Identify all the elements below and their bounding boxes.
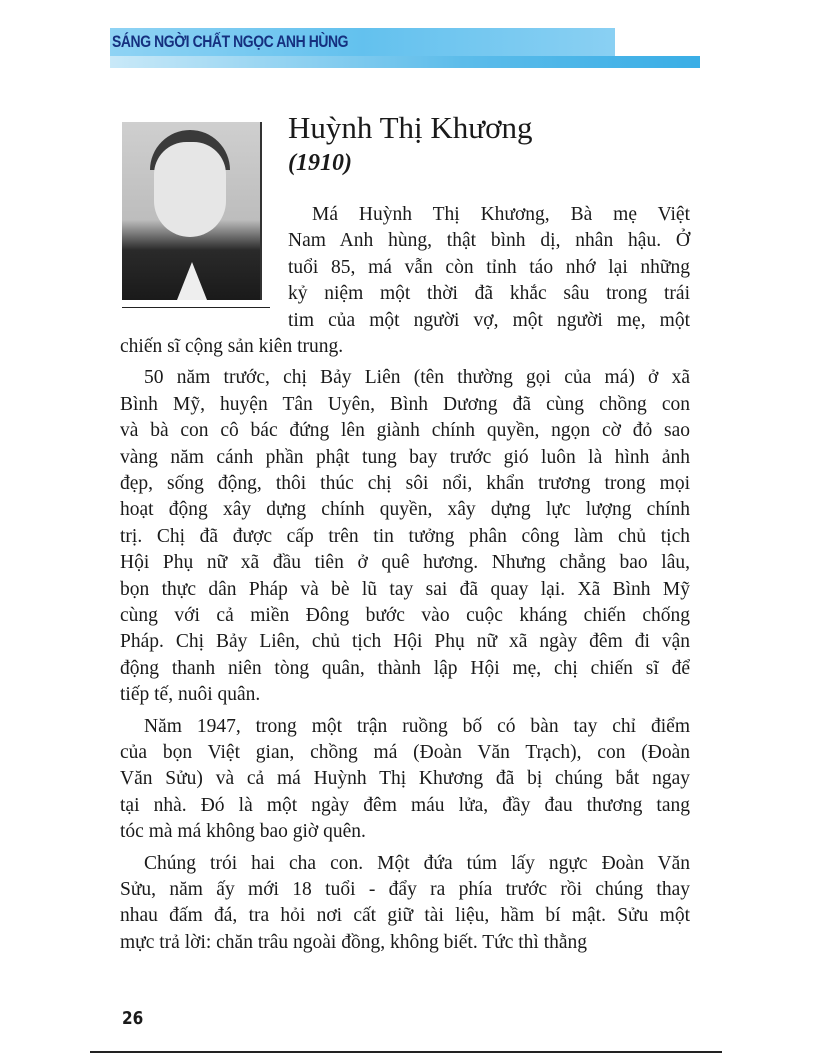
- paragraph-line: trị. Chị đã được cấp trên tin tưởng phân công làm chủ tịch: [120, 525, 690, 547]
- paragraph-line: bọn thực dân Pháp và bè lũ tay sai đã quay lại. Xã Bình Mỹ: [120, 578, 690, 600]
- article-years: (1910): [288, 150, 352, 176]
- section-title: SÁNG NGỜI CHẤT NGỌC ANH HÙNG: [112, 32, 349, 51]
- paragraph-line: Má Huỳnh Thị Khương, Bà mẹ Việt: [312, 204, 690, 225]
- paragraph-line: Năm 1947, trong một trận ruồng bố có bàn tay chỉ điểm: [144, 715, 690, 737]
- paragraph-line: Pháp. Chị Bảy Liên, chủ tịch Hội Phụ nữ xã ngày đêm đi vận: [120, 631, 690, 653]
- paragraph-line: mực trả lời: chăn trâu ngoài đồng, không biết. Tức thì thằng: [120, 931, 588, 953]
- paragraph-line: tim của một người vợ, một người mẹ, một: [288, 309, 690, 331]
- paragraph-line: Hội Phụ nữ xã đầu tiên ở quê hương. Nhưng chẳng bao lâu,: [120, 552, 690, 574]
- paragraph-line: Văn Sửu) và cả má Huỳnh Thị Khương đã bị chúng bắt ngay: [120, 768, 690, 790]
- paragraph-line: của bọn Việt gian, chồng má (Đoàn Văn Trạch), con (Đoàn: [120, 742, 690, 763]
- header-band-stripe: [110, 56, 700, 68]
- article-title: Huỳnh Thị Khương: [288, 110, 533, 145]
- paragraph-line: kỷ niệm một thời đã khắc sâu trong trái: [288, 283, 690, 305]
- paragraph-line: hoạt động xây dựng chính quyền, xây dựng lực lượng chính: [120, 499, 690, 521]
- paragraph-line: Chúng trói hai cha con. Một đứa túm lấy ngực Đoàn Văn: [144, 852, 690, 874]
- photo-rule: [122, 307, 270, 308]
- paragraph-line: Nam Anh hùng, thật bình dị, nhân hậu. Ở: [288, 230, 690, 252]
- paragraph-line: Bình Mỹ, huyện Tân Uyên, Bình Dương đã cùng chồng con: [120, 393, 690, 415]
- paragraph-line: nhau đấm đá, tra hỏi nơi cất giữ tài liệu, hầm bí mật. Sửu một: [120, 905, 690, 927]
- paragraph-line: tại nhà. Đó là một ngày đêm máu lửa, đầy đau thương tang: [120, 794, 690, 816]
- paragraph-line: vàng năm cánh phần phật tung bay trước gió luôn là hình ảnh: [120, 446, 690, 468]
- paragraph-line: và bà con cô bác đứng lên giành chính quyền, ngọn cờ đỏ sao: [120, 420, 690, 442]
- paragraph-line: chiến sĩ cộng sản kiên trung.: [120, 336, 344, 357]
- paragraph-line: cùng với cả miền Đông bước vào cuộc kháng chiến chống: [120, 605, 690, 626]
- paragraph-line: tóc mà má không bao giờ quên.: [120, 821, 366, 843]
- page-number: 26: [122, 1008, 144, 1029]
- paragraph-line: động thanh niên tòng quân, thành lập Hội mẹ, chị chiến sĩ để: [120, 657, 690, 679]
- paragraph-line: tiếp tế, nuôi quân.: [120, 684, 261, 706]
- paragraph-line: tuổi 85, má vẫn còn tỉnh táo nhớ lại những: [288, 256, 690, 278]
- portrait-photo: [122, 122, 262, 300]
- paragraph-line: 50 năm trước, chị Bảy Liên (tên thường gọi của má) ở xã: [144, 367, 690, 389]
- paragraph-line: Sửu, năm ấy mới 18 tuổi - đẩy ra phía trước rồi chúng thay: [120, 879, 690, 900]
- footer-rule: [90, 1051, 722, 1053]
- paragraph-line: đẹp, sống động, thôi thúc chị sôi nổi, khẩn trương trong mọi: [120, 473, 690, 494]
